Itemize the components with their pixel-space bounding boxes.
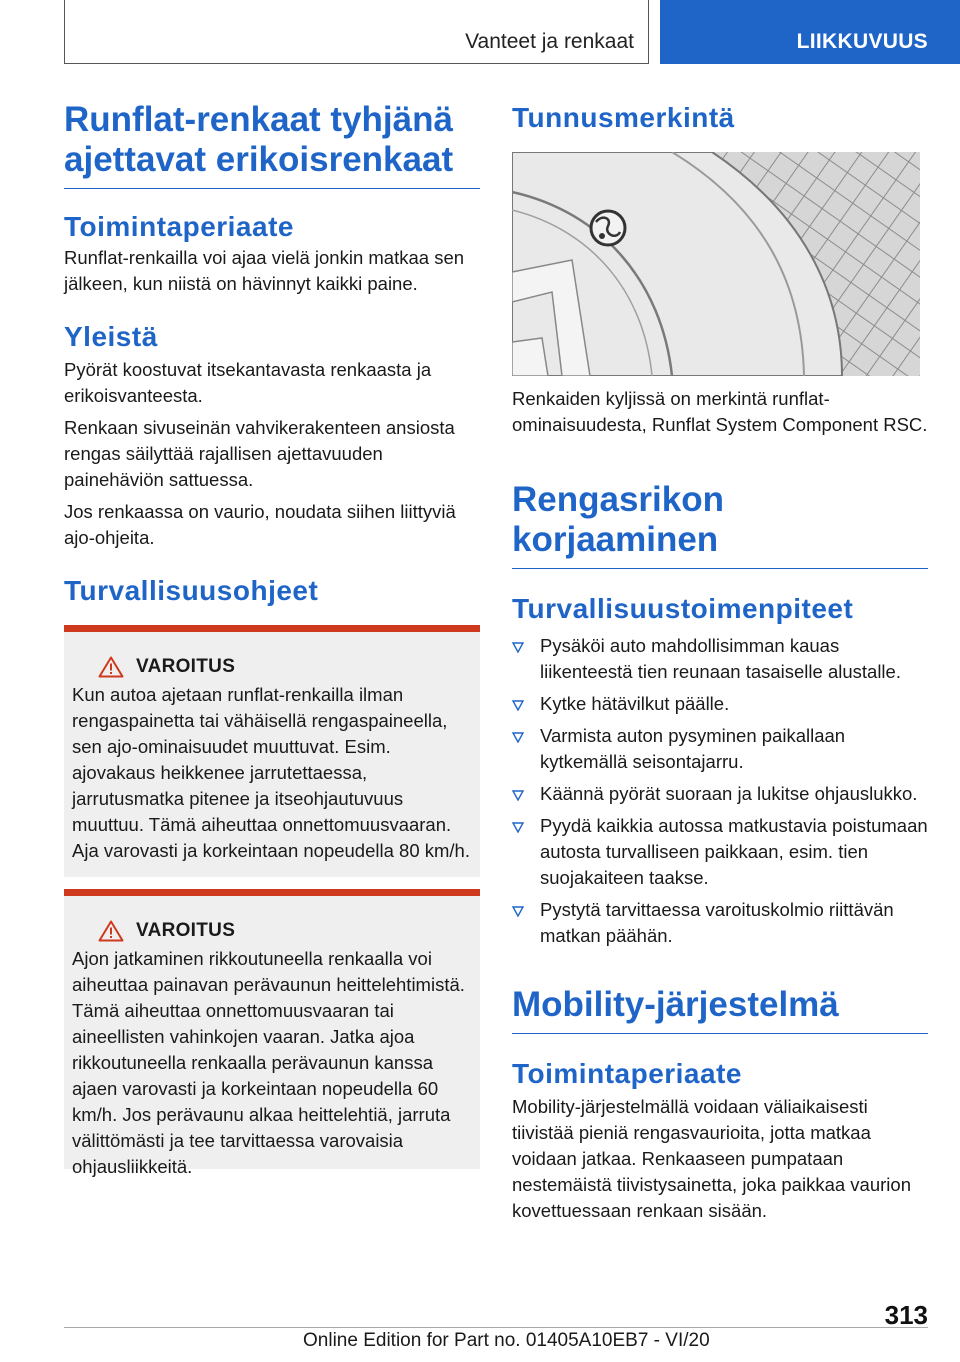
list-item: Kytke hätävilkut päälle. <box>512 691 928 717</box>
principle-text: Runflat-renkailla voi ajaa vielä jonkin matkaa sen jälkeen, kun niistä on hävinnyt kaikki paine. <box>64 247 465 294</box>
list-item: Pyydä kaikkia autossa matkustavia poistumaan autosta turvalliseen paikkaan, esim. tien suojakaiteen taakse. <box>512 813 928 891</box>
warning-label-2: VAROITUS <box>136 920 236 941</box>
list-item: Pysäköi auto mahdollisimman kauas liikenteestä tien reunaan tasaiselle alustalle. <box>512 633 928 685</box>
mobility-principle-heading: Toimintaperiaate <box>512 1058 742 1089</box>
warning-box-1 <box>64 625 480 877</box>
warning-triangle-icon <box>98 920 124 942</box>
list-item: Varmista auton pysyminen paikallaan kytkemällä seisontajarru. <box>512 723 928 775</box>
step-arrow-icon <box>512 642 524 653</box>
warning-box-2 <box>64 889 480 1177</box>
step-arrow-icon <box>512 790 524 801</box>
step-arrow-icon <box>512 732 524 743</box>
right-column <box>512 100 928 1224</box>
safety-measures-heading: Turvallisuustoimenpiteet <box>512 593 854 624</box>
step-arrow-icon <box>512 700 524 711</box>
header-chapter-tab[interactable] <box>660 0 960 64</box>
safety-heading: Turvallisuusohjeet <box>64 575 319 606</box>
list-item: Käännä pyörät suoraan ja lukitse ohjauslukko. <box>512 781 928 807</box>
footer-divider <box>64 1327 928 1328</box>
warning-text-1: Kun autoa ajetaan runflat-renkailla ilman rengaspainetta tai vähäisellä rengaspaineella, sen ajo-ominaisuudet muuttuvat. Esim. ajovakaus heikkenee jarrutettaessa, jarrutusmatka pitenee ja itseohjautuvuus muuttuu. Tämä aiheuttaa onnettomuusvaaran. Aja varovasti ja korkeintaan nopeudella 80 km/h. <box>72 684 470 861</box>
left-column <box>64 100 480 1177</box>
runflat-title: Runflat-renkaat tyhjänä ajettavat erikoisrenkaat <box>64 100 480 189</box>
header-chapter-title: LIIKKUVUUS <box>796 30 928 53</box>
general-paragraph-1: Pyörät koostuvat itsekantavasta renkaasta ja erikoisvanteesta. <box>64 359 432 406</box>
warning-label-1: VAROITUS <box>136 656 236 677</box>
edition-note: Online Edition for Part no. 01405A10EB7 - VI/20 <box>303 1330 710 1351</box>
principle-heading: Toimintaperiaate <box>64 211 294 242</box>
header-section-title: Vanteet ja renkaat <box>465 30 634 53</box>
general-paragraph-3: Jos renkaassa on vaurio, noudata siihen liittyviä ajo-ohjeita. <box>64 501 456 548</box>
marking-heading: Tunnusmerkintä <box>512 102 735 133</box>
general-heading: Yleistä <box>64 321 158 352</box>
warning-triangle-icon <box>98 656 124 678</box>
mobility-title: Mobility-järjestelmä <box>512 985 928 1034</box>
warning-text-2: Ajon jatkaminen rikkoutuneella renkaalla voi aiheuttaa painavan perävaunun heittelehtimistä. Tämä aiheuttaa onnettomuusvaaran tai aineellisten vahinkojen vaaran. Jatka ajoa rikkoutuneella renkaalla perävaunun kanssa ajaen varovasti ja korkeintaan nopeudella 60 km/h. Jos perävaunu alkaa heittelehtiä, jarruta välittömästi ja tee tarvittaessa varovaisia ohjausliikkeitä. <box>72 948 465 1177</box>
header-section-box <box>64 0 649 64</box>
image-caption: Renkaiden kyljissä on merkintä runflat-ominaisuudesta, Runflat System Component RSC. <box>512 388 928 435</box>
repair-title: Rengasrikon korjaaminen <box>512 480 928 569</box>
list-item: Pystytä tarvittaessa varoituskolmio riittävän matkan päähän. <box>512 897 928 949</box>
step-arrow-icon <box>512 906 524 917</box>
general-paragraph-2: Renkaan sivuseinän vahvikerakenteen ansiosta rengas säilyttää rajallisen ajettavuuden painehäviön sattuessa. <box>64 417 455 490</box>
step-arrow-icon <box>512 822 524 833</box>
safety-steps-list <box>512 633 928 949</box>
runflat-tire-illustration <box>512 152 920 376</box>
mobility-text: Mobility-järjestelmällä voidaan väliaikaisesti tiivistää pieniä rengasvaurioita, jotta matkaa voidaan jatkaa. Renkaaseen pumpataan nestemäistä tiivistysainetta, joka paikkaa vaurion kovettuessaan renkaan sisään. <box>512 1096 911 1221</box>
page-number: 313 <box>884 1300 928 1330</box>
